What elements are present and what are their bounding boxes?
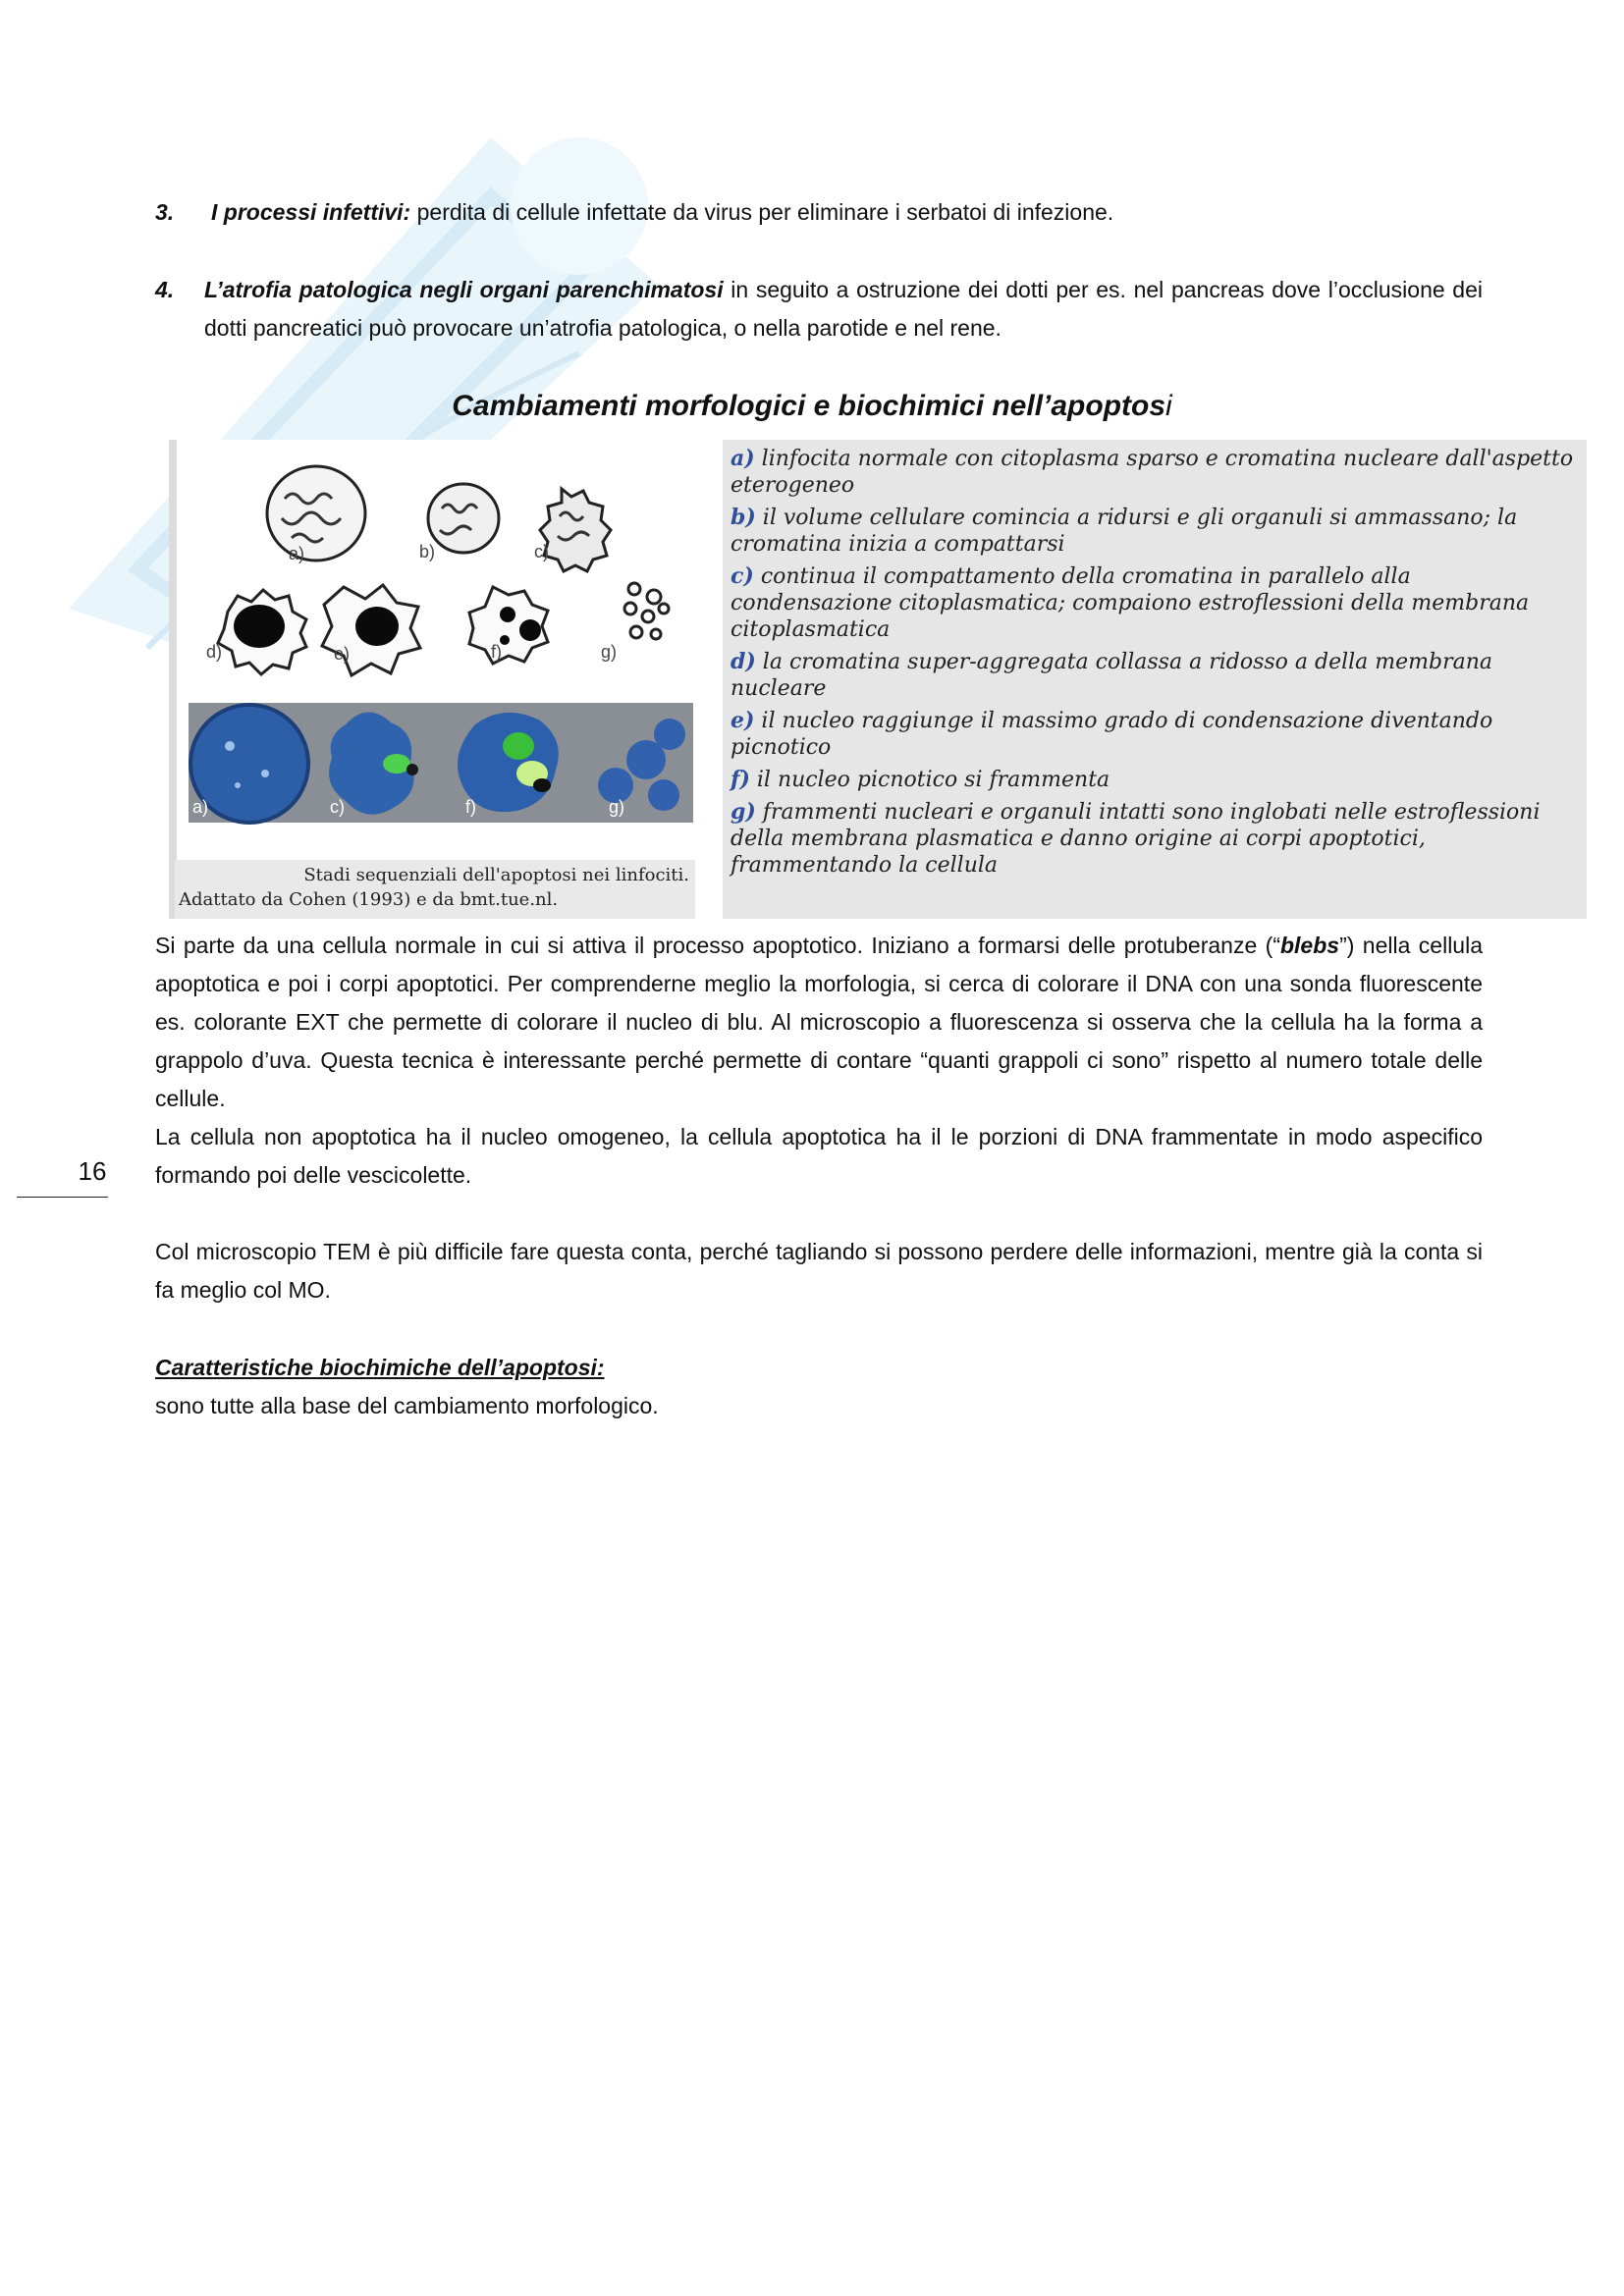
item-number: 4. (155, 277, 175, 302)
step-item: a) linfocita normale con citoplasma sparso e cromatina nucleare dall'aspetto eterogeneo (731, 446, 1574, 498)
step-item: d) la cromatina super-aggregata collassa a ridosso a della membrana nucleare (731, 649, 1493, 701)
apoptosis-steps-panel (723, 440, 1587, 919)
body-paragraph: Si parte da una cellula normale in cui si attiva il processo apoptotico. Iniziano a formarsi delle protuberanze (“blebs”) nella cellula apoptotica e poi i corpi apoptotici. Per comprenderne meglio la morfologia, si cerca di colorare il DNA con una sonda fluorescente es. colorante EXT che permette di colorare il nucleo di blu. Al microscopio a fluorescenza si osserva che la cellula ha la forma a grappolo d’uva. Questa tecnica è interessante perché permette di contare “quanti grappoli ci sono” rispetto al numero totale delle cellule. (155, 933, 1483, 1111)
micro-label: f) (465, 797, 476, 817)
apoptosis-figure (169, 440, 695, 919)
step-item: b) il volume cellulare comincia a ridursi e gli organuli si ammassano; la cromatina inizia a compattarsi (731, 505, 1518, 557)
body-paragraph: La cellula non apoptotica ha il nucleo omogeneo, la cellula apoptotica ha il le porzioni di DNA frammentate in modo aspecifico formando poi delle vescicolette. (155, 1124, 1483, 1188)
apoptosis-stages-illustration (169, 440, 695, 919)
biochem-text: sono tutte alla base del cambiamento morfologico. (155, 1393, 659, 1418)
section-title: Cambiamenti morfologici e biochimici nell’apoptosi (452, 390, 1172, 422)
step-item: g) frammenti nucleari e organuli intatti sono inglobati nelle estroflessioni della membrana plasmatica e danno origine ai corpi apoptotici, frammentando la cellula (731, 799, 1541, 878)
drawing-label: c) (534, 542, 549, 561)
list-item (211, 193, 1489, 232)
drawing-label: a) (289, 544, 305, 563)
cell-b-drawing (428, 484, 499, 553)
item-text: in seguito a ostruzione dei dotti per es. nel pancreas dove l’occlusione dei dotti pancreatici può provocare un’atrofia patologica, o nella parotide e nel rene. (204, 277, 1484, 341)
item-heading: L’atrofia patologica negli organi parenchimatosi (204, 277, 724, 302)
item-text: perdita di cellule infettate da virus per eliminare i serbatoi di infezione. (416, 199, 1114, 225)
biochem-heading: Caratteristiche biochimiche dell’apoptosi: (155, 1355, 605, 1380)
micro-label: g) (609, 797, 625, 817)
cell-d-drawing (234, 605, 285, 648)
drawing-label: g) (601, 642, 618, 662)
micro-label: c) (330, 797, 345, 817)
body-paragraph: Col microscopio TEM è più difficile fare questa conta, perché tagliando si possono perdere delle informazioni, mentre già la conta si fa meglio col MO. (155, 1239, 1483, 1303)
drawing-label: f) (491, 642, 502, 662)
page-number-rule (17, 1197, 108, 1198)
drawing-label: b) (419, 542, 436, 561)
drawing-label: d) (206, 642, 223, 662)
blebs-term: blebs (1279, 933, 1340, 958)
figure-caption: Stadi sequenziali dell'apoptosi nei linfociti. Adattato da Cohen (1993) e da bmt.tue.nl. (175, 860, 695, 919)
item-heading: I processi infettivi: (211, 199, 411, 225)
step-item: f) il nucleo picnotico si frammenta (731, 767, 1110, 792)
list-item (204, 271, 1483, 347)
micro-label: a) (192, 797, 209, 817)
step-item: c) continua il compattamento della cromatina in parallelo alla condensazione citoplasmatica; compaiono estroflessioni della membrana citoplasmatica (731, 563, 1530, 642)
item-number: 3. (155, 199, 175, 225)
drawing-label: e) (334, 644, 351, 664)
page-number: 16 (78, 1156, 107, 1186)
step-item: e) il nucleo raggiunge il massimo grado di condensazione diventando picnotico (731, 708, 1493, 760)
